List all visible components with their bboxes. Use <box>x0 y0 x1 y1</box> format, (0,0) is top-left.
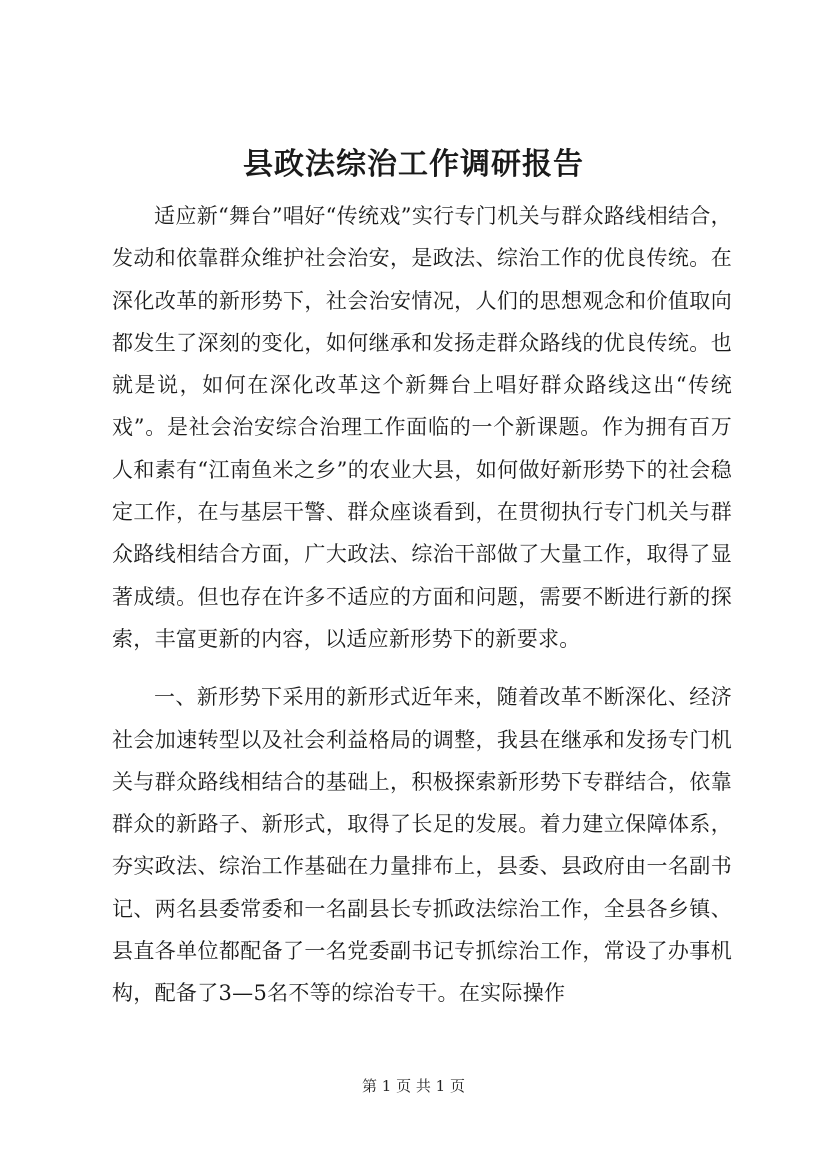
paragraph-section-one: 一、新形势下采用的新形式近年来，随着改革不断深化、经济社会加速转型以及社会利益格局的调整，我县在继承和发扬专门机关与群众路线相结合的基础上，积极探索新形势下专群结合，依靠群众的新路子、新形式，取得了长足的发展。着力建立保障体系，夯实政法、综治工作基础在力量排布上，县委、县政府由一名副书记、两名县委常委和一名副县长专抓政法综治工作，全县各乡镇、县直各单位都配备了一名党委副书记专抓综治工作，常设了办事机构，配备了3—5名不等的综治专干。在实际操作 <box>112 685 732 1006</box>
document-body <box>112 195 732 1015</box>
document-title: 县政法综治工作调研报告 <box>243 147 584 182</box>
page-number-footer: 第 1 页 共 1 页 <box>362 1077 465 1095</box>
paragraph-intro: 适应新“舞台”唱好“传统戏”实行专门机关与群众路线相结合，发动和依靠群众维护社会治安，是政法、综治工作的优良传统。在深化改革的新形势下，社会治安情况，人们的思想观念和价值取向都发生了深刻的变化，如何继承和发扬走群众路线的优良传统。也就是说，如何在深化改革这个新舞台上唱好群众路线这出“传统戏”。是社会治安综合治理工作面临的一个新课题。作为拥有百万人和素有“江南鱼米之乡”的农业大县，如何做好新形势下的社会稳定工作，在与基层干警、群众座谈看到，在贯彻执行专门机关与群众路线相结合方面，广大政法、综治干部做了大量工作，取得了显著成绩。但也存在许多不适应的方面和问题，需要不断进行新的探索，丰富更新的内容，以适应新形势下的新要求。 <box>112 204 732 651</box>
